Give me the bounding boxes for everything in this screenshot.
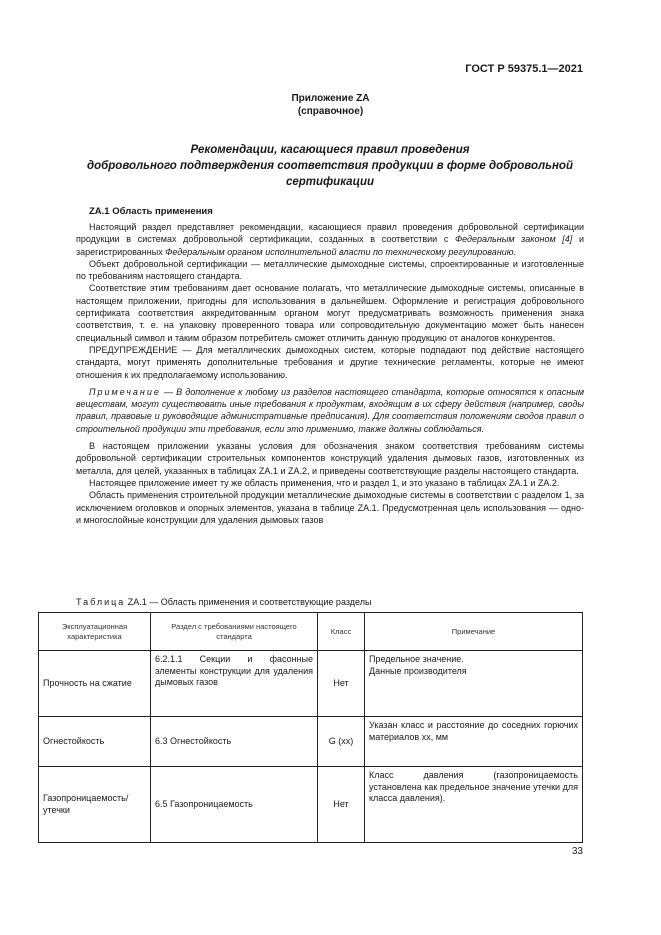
paragraph-5: В настоящем приложении указаны условия для обозначения знаком соответствия требованиям системы добровольной сертификации строительных компонентов конструкций удаления дымовых газов, изготовленных из металла, для целей, указанных в таблицах ZA.1 и ZA.2, и приведены соответствующие разделы настоящего стандарта. xyxy=(76,441,584,476)
cell-characteristic: Прочность на сжатие xyxy=(39,651,151,717)
note-text: — В дополнение к любому из разделов настоящего стандарта, которые относятся к опасным веществам, могут существовать иные требования к продуктам, входящим в их сферу действия (например, своды правил, правовые и руководящие административные предписания). Для соответствия положениям сводов правил о строительной продукции эти требования, если это применимо, также должны соблюдаться. xyxy=(76,386,584,434)
authority-reference: Федеральным органом исполнительной власти по техническому регулированию. xyxy=(165,246,517,257)
cell-class: Нет xyxy=(318,767,365,843)
note-label: Примечание xyxy=(89,386,161,397)
header-class: Класс xyxy=(318,613,365,651)
cell-class: G (xx) xyxy=(318,717,365,767)
cell-class: Нет xyxy=(318,651,365,717)
heading-line-3: сертификации xyxy=(285,176,375,188)
standard-number: ГОСТ Р 59375.1—2021 xyxy=(465,63,583,75)
paragraph-6: Настоящее приложение имеет ту же область применения, что и раздел 1, и это указано в таблицах ZA.1 и ZA.2. xyxy=(89,477,560,488)
heading-line-2: добровольного подтверждения соответствия продукции в форме добровольной xyxy=(87,160,573,172)
annex-title-block xyxy=(0,92,661,118)
cell-characteristic: Газопроницаемость/ утечки xyxy=(39,767,151,843)
cell-note: Класс давления (газопроницаемость установлена как предельное значение утечки для класса давления). xyxy=(365,767,583,843)
annex-heading xyxy=(60,142,600,190)
table-row xyxy=(39,651,583,717)
table-header-row xyxy=(39,613,583,651)
note-paragraph xyxy=(76,386,584,435)
table-caption: Таблица ZA.1 — Область применения и соответствующие разделы xyxy=(76,597,372,607)
paragraph-3: Соответствие этим требованиям дает основание полагать, что металлические дымоходные системы, описанные в настоящем приложении, пригодны для использования в дальнейшем. Оформление и регистрация добровольного сертификата соответствия аккредитованным органом могут предусматривать возможность применения знака соответствия, т. е. на упаковку проверенного товара или сопроводительную документацию может быть нанесен специальный символ и таким образом потребитель сможет отличить данную продукцию от аналогов конкурентов. xyxy=(76,283,584,343)
scope-table xyxy=(38,612,583,843)
warning-paragraph: ПРЕДУПРЕЖДЕНИЕ — Для металлических дымоходных систем, которые подпадают под действие настоящего стандарта, могут применять дополнительные требования и другие технические регламенты, которые не имеют отношения к их предполагаемому использованию. xyxy=(76,344,584,380)
paragraph-2: Объект добровольной сертификации — металлические дымоходные системы, спроектированные и изготовленные по требованиям настоящего стандарта. xyxy=(76,258,584,282)
section-title: ZA.1 Область применения xyxy=(89,206,213,217)
annex-subtitle: (справочное) xyxy=(297,106,364,117)
paragraph-7: Область применения строительной продукции металлические дымоходные системы в соответствии с разделом 1, за исключением оголовков и опорных элементов, указана в таблице ZA.1. Предусмотренная цель использования — одно- и многослойные конструкции для удаления дымовых газов xyxy=(76,490,584,525)
cell-note: Предельное значение. Данные производителя xyxy=(365,651,583,717)
cell-section: 6.3 Огнестойкость xyxy=(151,717,318,767)
cell-characteristic: Огнестойкость xyxy=(39,717,151,767)
paragraph-1: Настоящий раздел представляет рекомендации, касающиеся правил проведения добровольной сертификации продукции в системах добровольной сертификации, созданных в соответствии с Федеральным законом [4] и зарегистрированных Федеральным органом исполнительной власти по техническому регулированию. xyxy=(76,222,585,257)
header-characteristic: Эксплуатационная характеристика xyxy=(39,613,151,651)
cell-section: 6.2.1.1 Секции и фасонные элементы конструкции для удаления дымовых газов xyxy=(151,651,318,717)
heading-line-1: Рекомендации, касающиеся правил проведения xyxy=(190,144,470,156)
section-body xyxy=(76,221,584,526)
cell-section: 6.5 Газопроницаемость xyxy=(151,767,318,843)
annex-title: Приложение ZA xyxy=(291,93,370,104)
cell-note: Указан класс и расстояние до соседних горючих материалов xx, мм xyxy=(365,717,583,767)
page-number: 33 xyxy=(571,846,583,857)
law-reference: Федеральным законом [4] xyxy=(455,234,573,245)
header-note: Примечание xyxy=(365,613,583,651)
table-row xyxy=(39,717,583,767)
table-row xyxy=(39,767,583,843)
header-section: Раздел с требованиями настоящего стандарта xyxy=(151,613,318,651)
